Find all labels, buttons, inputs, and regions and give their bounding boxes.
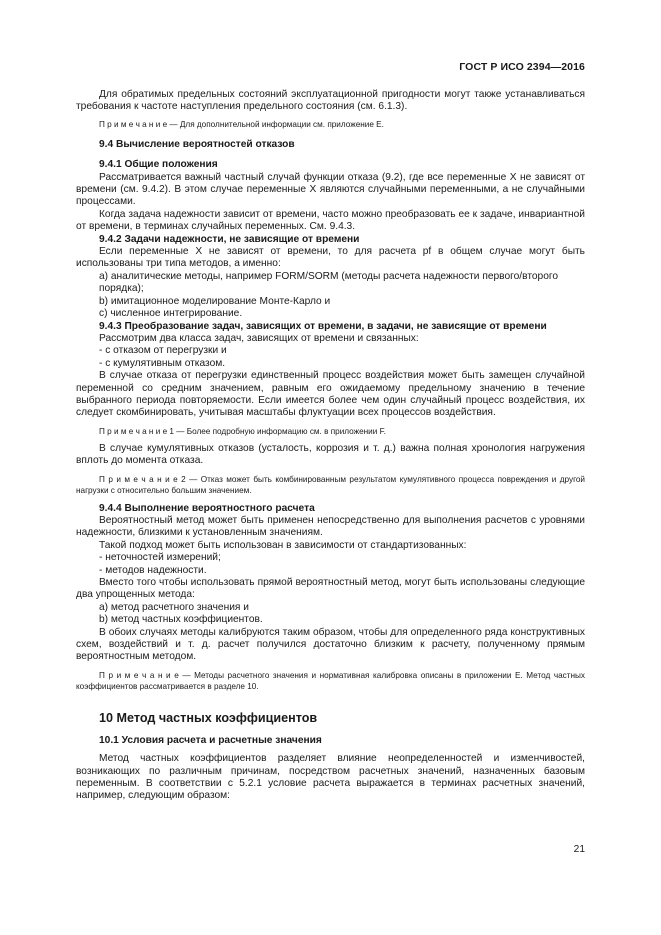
list-item: с) численное интегрирование. <box>99 308 243 320</box>
paragraph: Вероятностный метод может быть применен непосредственно для выполнения расчетов с уровнями надежности, близкими к установленным значениям. <box>76 514 585 539</box>
note: П р и м е ч а н и е — Методы расчетного значения и нормативная калибровка описаны в приложении Е. Метод частных коэффициентов рассматривается в разделе 10. <box>76 670 585 691</box>
list-item: а) аналитические методы, например FORM/SORM (методы расчета надежности первого/второго порядка); <box>99 270 559 295</box>
paragraph: Такой подход может быть использован в зависимости от стандартизованных: <box>99 539 467 551</box>
list-item: - с отказом от перегрузки и <box>99 345 227 357</box>
paragraph: В случае кумулятивных отказов (усталость, коррозия и т. д.) важна полная хронология нагружения вплоть до момента отказа. <box>76 442 585 467</box>
paragraph: Когда задача надежности зависит от времени, часто можно преобразовать ее к задаче, инвариантной от времени, в терминах случайных переменных. См. 9.4.3. <box>76 208 585 233</box>
section-heading: 9.4 Вычисление вероятностей отказов <box>99 138 295 150</box>
chapter-heading: 10 Метод частных коэффициентов <box>99 710 318 725</box>
section-heading: 9.4.3 Преобразование задач, зависящих от времени, в задачи, не зависящие от времени <box>99 320 547 332</box>
section-heading: 9.4.4 Выполнение вероятностного расчета <box>99 502 315 514</box>
paragraph: В обоих случаях методы калибруются таким образом, чтобы для определенного ряда конструктивных схем, воздействий и т. д. расчет получился достаточно близким к расчету, полученному прямым вероятностным методом. <box>76 626 585 663</box>
paragraph: Вместо того чтобы использовать прямой вероятностный метод, могут быть использованы следующие два упрощенных метода: <box>76 577 585 601</box>
note: П р и м е ч а н и е 1 — Более подробную информацию см. в приложении F. <box>99 426 386 436</box>
section-heading: 9.4.1 Общие положения <box>99 159 218 171</box>
section-heading: 9.4.2 Задачи надежности, не зависящие от времени <box>99 233 360 245</box>
note: П р и м е ч а н и е 2 — Отказ может быть комбинированным результатом кумулятивного процесса повреждения и другой нагрузки с относительно большим значением. <box>76 474 585 495</box>
standard-header: ГОСТ Р ИСО 2394—2016 <box>459 61 585 73</box>
paragraph: Рассматривается важный частный случай функции отказа (9.2), где все переменные X не зависят от времени (см. 9.4.2). В этом случае переменные X являются случайными переменными, а не случайными процессами. <box>76 171 585 208</box>
list-item: b) метод частных коэффициентов. <box>99 614 263 626</box>
paragraph: Рассмотрим два класса задач, зависящих от времени и связанных: <box>99 332 419 344</box>
list-item: - неточностей измерений; <box>99 552 221 564</box>
note: П р и м е ч а н и е — Для дополнительной информации см. приложение Е. <box>99 119 384 129</box>
page-number: 21 <box>573 844 585 855</box>
section-heading: 10.1 Условия расчета и расчетные значения <box>99 734 322 746</box>
list-item: b) имитационное моделирование Монте-Карло и <box>99 295 331 307</box>
paragraph: В случае отказа от перегрузки единственный процесс воздействия может быть замещен случайной переменной со средним значением, равным его ожидаемому предельному значению в течение выбранного периода повторяемости. Если имеется более чем один случайный процесс воздействия, их следует скомбинировать, учитывая масштабы флуктуации всех процессов воздействия. <box>76 370 585 419</box>
page-body <box>76 89 585 803</box>
list-item: - с кумулятивным отказом. <box>99 357 226 369</box>
list-item: а) метод расчетного значения и <box>99 601 249 613</box>
paragraph: Если переменные X не зависят от времени, то для расчета pf в общем случае могут быть использованы три типа методов, а именно: <box>76 246 585 270</box>
paragraph: Метод частных коэффициентов разделяет влияние неопределенностей и изменчивостей, возникающих по различным причинам, посредством расчетных значений, назначенных базовым переменным. В соответствии с 5.2.1 условие расчета выражается в терминах расчетных значений, например, следующим образом: <box>76 753 585 802</box>
list-item: - методов надежности. <box>99 564 207 576</box>
paragraph: Для обратимых предельных состояний эксплуатационной пригодности могут также устанавливаться требования к частоте наступления предельного состояния (см. 6.1.3). <box>76 89 585 113</box>
